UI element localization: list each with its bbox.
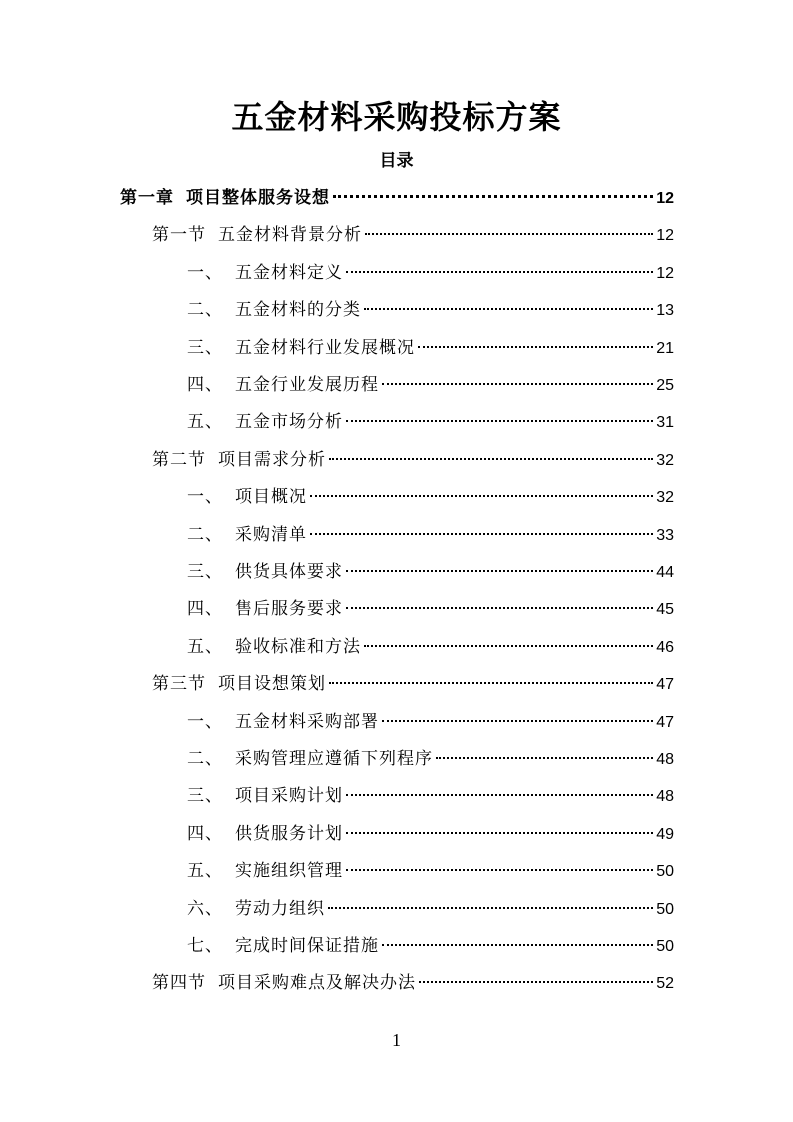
toc-entry-page: 33	[656, 526, 674, 544]
dot-leader	[329, 682, 653, 684]
toc-entry-number: 六、	[187, 898, 223, 919]
toc-entry-page: 25	[656, 377, 674, 394]
toc-entry-number: 第二节	[152, 449, 206, 470]
dot-leader	[346, 570, 653, 572]
toc-entry-title: 五金行业发展历程	[235, 375, 379, 395]
toc-entry-page: 31	[656, 414, 674, 432]
dot-leader	[346, 832, 653, 834]
toc-entry-number: 三、	[187, 786, 223, 807]
dot-leader	[310, 533, 653, 535]
toc-entry-title: 项目采购难点及解决办法	[218, 973, 416, 994]
toc-entry-title: 五金材料行业发展概况	[235, 337, 415, 358]
dot-leader	[382, 720, 653, 722]
toc-entry-number: 一、	[187, 262, 223, 283]
toc-entry-number: 一、	[187, 487, 223, 508]
toc-entry[interactable]	[187, 367, 674, 404]
toc-entry[interactable]	[187, 704, 674, 741]
toc-entry-title: 供货具体要求	[235, 562, 343, 582]
toc-entry[interactable]	[152, 666, 674, 703]
toc-entry-page: 49	[656, 825, 674, 843]
toc-entry-number: 三、	[187, 562, 223, 582]
toc-entry-title: 采购管理应遵循下列程序	[235, 749, 433, 769]
toc-entry-page: 12	[656, 264, 674, 282]
toc-entry-title: 劳动力组织	[235, 898, 325, 919]
toc-entry[interactable]	[187, 330, 674, 367]
toc-entry[interactable]	[152, 965, 674, 1002]
document-title: 五金材料采购投标方案	[231, 98, 562, 136]
toc-entry[interactable]	[187, 629, 674, 666]
dot-leader	[329, 458, 653, 460]
toc-entry-number: 第四节	[152, 973, 206, 994]
toc-entry[interactable]	[187, 891, 674, 928]
toc-entry-title: 验收标准和方法	[235, 636, 361, 657]
toc-entry-title: 售后服务要求	[235, 599, 343, 620]
toc-entry-page: 32	[656, 451, 674, 469]
toc-entry-page: 13	[656, 302, 674, 320]
dot-leader	[346, 271, 653, 273]
dot-leader	[419, 981, 653, 983]
toc-entry-title: 项目需求分析	[218, 449, 326, 470]
toc-entry-page: 50	[656, 938, 674, 955]
toc-entry-number: 第一节	[152, 225, 206, 246]
toc-entry-title: 实施组织管理	[235, 861, 343, 882]
toc-entry[interactable]	[187, 554, 674, 591]
toc-entry[interactable]	[187, 591, 674, 628]
toc-entry-title: 供货服务计划	[235, 823, 343, 844]
dot-leader	[382, 944, 653, 946]
toc-entry-number: 二、	[187, 300, 223, 321]
toc-entry-title: 项目采购计划	[235, 786, 343, 807]
dot-leader	[346, 794, 653, 796]
toc-entry-page: 50	[656, 863, 674, 881]
toc-entry-title: 完成时间保证措施	[235, 936, 379, 956]
toc-entry-page: 52	[656, 975, 674, 993]
toc-entry-number: 二、	[187, 749, 223, 769]
dot-leader	[346, 607, 653, 609]
toc-entry-page: 12	[656, 190, 674, 207]
toc-entry-title: 五金市场分析	[235, 412, 343, 433]
toc-entry[interactable]	[187, 292, 674, 329]
toc-entry-number: 三、	[187, 337, 223, 358]
toc-entry-page: 32	[656, 489, 674, 507]
toc-entry-page: 21	[656, 339, 674, 357]
toc-entry-number: 第三节	[152, 674, 206, 695]
dot-leader	[333, 195, 653, 198]
toc-entry-title: 项目设想策划	[218, 674, 326, 695]
dot-leader	[328, 907, 653, 909]
toc-entry-page: 12	[656, 227, 674, 245]
toc-entry-number: 五、	[187, 861, 223, 882]
toc-entry-title: 五金材料定义	[235, 262, 343, 283]
dot-leader	[364, 308, 653, 310]
dot-leader	[364, 645, 653, 647]
toc-entry-number: 七、	[187, 936, 223, 956]
toc-entry-title: 采购清单	[235, 524, 307, 545]
dot-leader	[382, 383, 653, 385]
toc-entry-page: 44	[656, 564, 674, 581]
dot-leader	[310, 495, 653, 497]
toc-entry-number: 五、	[187, 636, 223, 657]
toc-entry-title: 项目整体服务设想	[186, 188, 330, 208]
toc-entry[interactable]	[187, 517, 674, 554]
toc-entry-page: 48	[656, 751, 674, 768]
toc-entry-number: 四、	[187, 375, 223, 395]
toc-entry-page: 45	[656, 601, 674, 619]
dot-leader	[346, 869, 653, 871]
toc-entry-page: 46	[656, 638, 674, 656]
toc-entry-title: 项目概况	[235, 487, 307, 508]
toc-entry-number: 五、	[187, 412, 223, 433]
toc-entry[interactable]	[187, 778, 674, 815]
toc-entry[interactable]	[187, 928, 674, 965]
toc-entry-title: 五金材料采购部署	[235, 711, 379, 732]
toc-entry-number: 一、	[187, 711, 223, 732]
toc-entry-page: 50	[656, 900, 674, 918]
page-number: 1	[392, 1030, 401, 1050]
toc-entry-title: 五金材料背景分析	[218, 225, 362, 246]
toc-entry-number: 四、	[187, 599, 223, 620]
dot-leader	[418, 346, 653, 348]
toc-entry[interactable]	[120, 180, 674, 217]
toc-entry[interactable]	[187, 741, 674, 778]
toc-entry-page: 48	[656, 788, 674, 806]
toc-entry-page: 47	[656, 676, 674, 694]
toc-entry-number: 二、	[187, 524, 223, 545]
toc-entry[interactable]	[187, 404, 674, 441]
dot-leader	[346, 420, 653, 422]
dot-leader	[436, 757, 653, 759]
toc-entry[interactable]	[152, 442, 674, 479]
toc-entry-number: 第一章	[120, 188, 174, 208]
toc-entry-page: 47	[656, 713, 674, 731]
dot-leader	[365, 233, 653, 235]
toc-entry-title: 五金材料的分类	[235, 300, 361, 321]
toc-entry[interactable]	[187, 479, 674, 516]
toc-entry[interactable]	[187, 853, 674, 890]
toc-entry-number: 四、	[187, 823, 223, 844]
toc-entry[interactable]	[152, 217, 674, 254]
toc-heading: 目录	[379, 151, 414, 171]
toc-entry[interactable]	[187, 255, 674, 292]
toc-entry[interactable]	[187, 816, 674, 853]
